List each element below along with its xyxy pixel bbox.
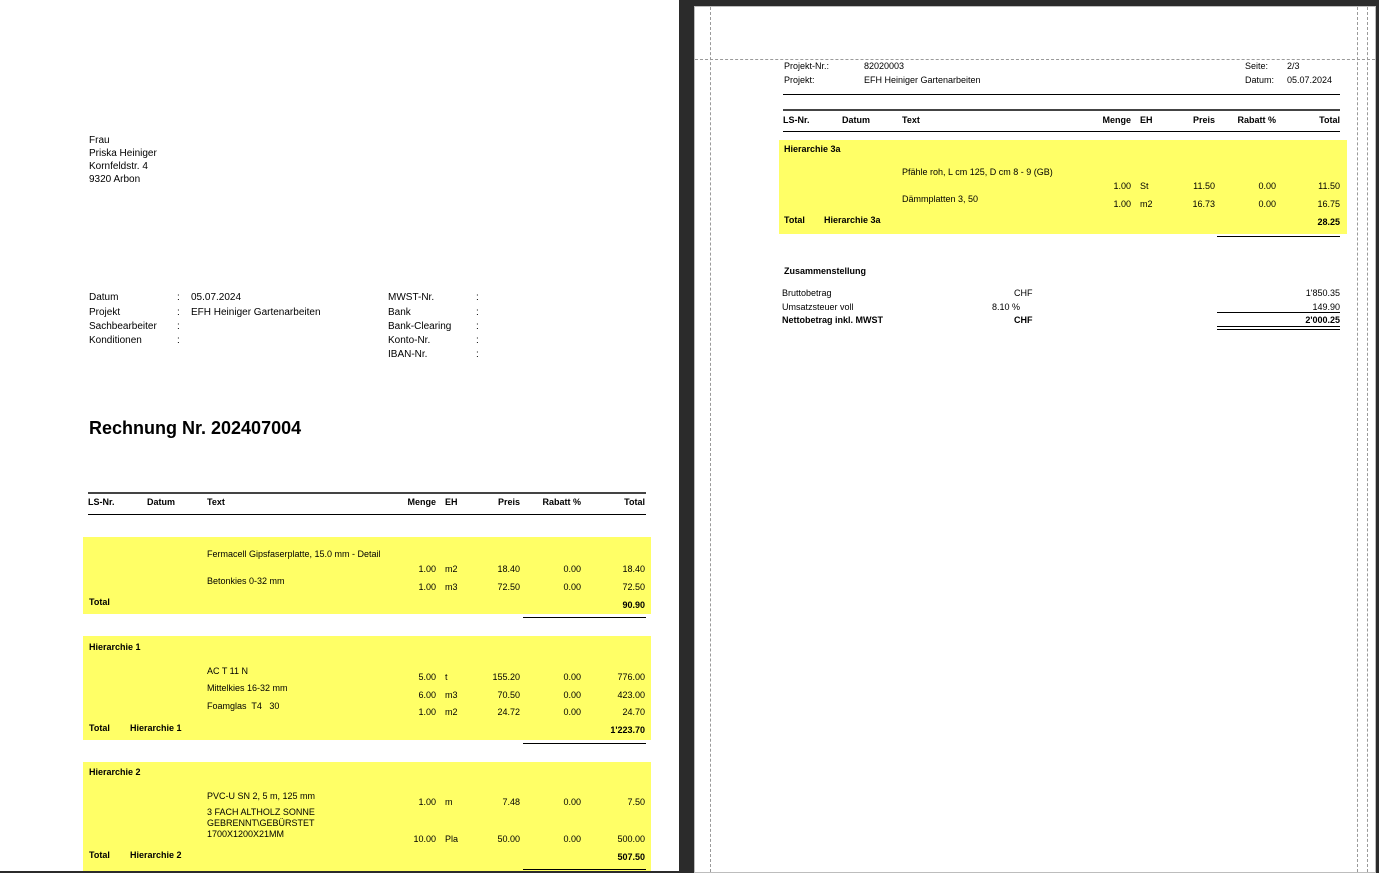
group-total-name: Hierarchie 1 <box>130 723 182 733</box>
subtotal-rule <box>1217 236 1340 237</box>
item-rabatt: 0.00 <box>563 834 581 844</box>
invoice-title: Rechnung Nr. 202407004 <box>89 418 302 438</box>
meta-datum-value: 05.07.2024 <box>191 292 242 303</box>
address-salutation: Frau <box>89 135 110 146</box>
item-menge: 1.00 <box>418 707 436 717</box>
item-preis: 70.50 <box>497 690 520 700</box>
item-text: PVC-U SN 2, 5 m, 125 mm <box>207 791 316 801</box>
projekt-nr-value: 82020003 <box>864 61 905 71</box>
item-menge: 1.00 <box>418 564 436 574</box>
meta-colon: : <box>476 349 479 360</box>
subtotal-rule <box>523 617 646 618</box>
meta-bank-label: Bank <box>388 307 411 318</box>
seite-label: Seite: <box>1245 61 1269 71</box>
col-header-text: Text <box>902 115 920 125</box>
col-header-datum: Datum <box>842 115 871 125</box>
col-header-eh: EH <box>445 497 458 507</box>
meta-mwst-label: MWST-Nr. <box>388 292 435 303</box>
item-eh: m3 <box>445 582 458 592</box>
meta-sachbearbeiter-label: Sachbearbeiter <box>89 321 157 332</box>
item-text: Fermacell Gipsfaserplatte, 15.0 mm - Detail <box>207 549 381 559</box>
item-rabatt: 0.00 <box>1258 181 1276 191</box>
meta-konto-label: Konto-Nr. <box>388 335 431 346</box>
header-rule-bottom <box>88 514 646 515</box>
address-name: Priska Heiniger <box>89 148 157 159</box>
item-text: Dämmplatten 3, 50 <box>902 194 979 204</box>
col-header-datum: Datum <box>147 497 176 507</box>
ust-rate: 8.10 % <box>992 302 1021 312</box>
item-total: 423.00 <box>617 690 645 700</box>
group-heading: Hierarchie 3a <box>784 144 841 154</box>
group-total-value: 1'223.70 <box>610 725 645 735</box>
col-header-menge: Menge <box>407 497 436 507</box>
item-menge: 10.00 <box>413 834 436 844</box>
item-menge: 6.00 <box>418 690 436 700</box>
meta-iban-label: IBAN-Nr. <box>388 349 428 360</box>
item-text: Mittelkies 16-32 mm <box>207 683 288 693</box>
col-header-menge: Menge <box>1102 115 1131 125</box>
total-double-rule-2 <box>1217 329 1340 330</box>
group-total-name: Hierarchie 3a <box>824 215 881 225</box>
item-eh: m2 <box>445 564 458 574</box>
item-text: Pfähle roh, L cm 125, D cm 8 - 9 (GB) <box>902 167 1053 177</box>
datum-label: Datum: <box>1245 75 1275 85</box>
address-city: 9320 Arbon <box>89 174 141 185</box>
group-total-value: 28.25 <box>1317 217 1340 227</box>
item-preis: 155.20 <box>492 672 520 682</box>
group-total-label: Total <box>784 215 805 225</box>
total-double-rule-1 <box>1217 326 1340 327</box>
meta-colon: : <box>476 321 479 332</box>
item-eh: m2 <box>445 707 458 717</box>
item-preis: 7.48 <box>502 797 520 807</box>
invoice-page-2 <box>694 6 1376 873</box>
col-header-total: Total <box>624 497 645 507</box>
col-header-preis: Preis <box>1192 115 1215 125</box>
col-header-rabatt: Rabatt % <box>1237 115 1276 125</box>
item-total: 16.75 <box>1317 199 1340 209</box>
item-total: 18.40 <box>622 564 645 574</box>
item-rabatt: 0.00 <box>563 707 581 717</box>
item-preis: 50.00 <box>497 834 520 844</box>
group-total-label: Total <box>89 850 110 860</box>
group-total-value: 507.50 <box>617 852 645 862</box>
header-rule-top <box>88 492 646 494</box>
item-preis: 16.73 <box>1192 199 1215 209</box>
item-menge: 1.00 <box>1113 181 1131 191</box>
item-eh: t <box>445 672 448 682</box>
subtotal-rule <box>523 869 646 870</box>
meta-colon: : <box>476 292 479 303</box>
item-total: 500.00 <box>617 834 645 844</box>
ust-label: Umsatzsteuer voll <box>782 302 854 312</box>
col-header-ls: LS-Nr. <box>783 115 810 125</box>
meta-konditionen-label: Konditionen <box>89 335 142 346</box>
item-preis: 11.50 <box>1193 181 1215 191</box>
item-eh: m <box>445 797 453 807</box>
group-total-name: Hierarchie 2 <box>130 850 182 860</box>
meta-projekt-label: Projekt <box>89 307 121 318</box>
group-heading: Hierarchie 1 <box>89 642 141 652</box>
netto-value: 2'000.25 <box>1305 315 1340 325</box>
item-text: Betonkies 0-32 mm <box>207 576 285 586</box>
meta-projekt-value: EFH Heiniger Gartenarbeiten <box>191 307 321 318</box>
col-header-eh: EH <box>1140 115 1153 125</box>
page-header-rule <box>783 94 1340 95</box>
brutto-currency: CHF <box>1014 288 1033 298</box>
meta-datum-label: Datum <box>89 292 119 303</box>
summary-rule <box>1217 312 1340 313</box>
item-rabatt: 0.00 <box>563 797 581 807</box>
projekt-value: EFH Heiniger Gartenarbeiten <box>864 75 981 85</box>
group-total-label: Total <box>89 723 110 733</box>
address-street: Kornfeldstr. 4 <box>89 161 148 172</box>
netto-label: Nettobetrag inkl. MWST <box>782 315 883 325</box>
brutto-label: Bruttobetrag <box>782 288 832 298</box>
col-header-ls: LS-Nr. <box>88 497 115 507</box>
item-text: AC T 11 N <box>207 666 249 676</box>
margin-guide-right <box>1357 7 1358 872</box>
item-text: 3 FACH ALTHOLZ SONNE GEBRENNT\GEBÜRSTET 1700X1200X21MM <box>207 807 315 839</box>
brutto-value: 1'850.35 <box>1305 288 1340 298</box>
item-menge: 1.00 <box>1113 199 1131 209</box>
item-rabatt: 0.00 <box>1258 199 1276 209</box>
item-text: Foamglas T4 30 <box>207 701 280 711</box>
item-total: 776.00 <box>617 672 645 682</box>
item-total: 72.50 <box>622 582 645 592</box>
col-header-text: Text <box>207 497 225 507</box>
meta-colon: : <box>177 321 180 332</box>
group-total-value: 90.90 <box>622 600 645 610</box>
meta-bank-clearing-label: Bank-Clearing <box>388 321 452 332</box>
col-header-total: Total <box>1319 115 1340 125</box>
item-menge: 1.00 <box>418 797 436 807</box>
header-rule-top <box>783 109 1340 111</box>
invoice-page-1 <box>0 0 679 871</box>
item-eh: St <box>1140 181 1149 191</box>
header-rule-bottom <box>783 131 1340 132</box>
group-total-label: Total <box>89 597 110 607</box>
col-header-preis: Preis <box>497 497 520 507</box>
item-eh: m3 <box>445 690 458 700</box>
summary-heading: Zusammenstellung <box>784 266 867 276</box>
item-menge: 5.00 <box>418 672 436 682</box>
item-menge: 1.00 <box>418 582 436 592</box>
item-rabatt: 0.00 <box>563 564 581 574</box>
item-total: 24.70 <box>622 707 645 717</box>
meta-colon: : <box>476 307 479 318</box>
item-rabatt: 0.00 <box>563 582 581 592</box>
item-preis: 24.72 <box>497 707 520 717</box>
subtotal-rule <box>523 743 646 744</box>
meta-colon: : <box>177 292 180 303</box>
item-rabatt: 0.00 <box>563 672 581 682</box>
item-rabatt: 0.00 <box>563 690 581 700</box>
meta-colon: : <box>177 335 180 346</box>
projekt-label: Projekt: <box>784 75 815 85</box>
netto-currency: CHF <box>1014 315 1033 325</box>
ust-value: 149.90 <box>1312 302 1340 312</box>
item-eh: Pla <box>445 834 459 844</box>
datum-value: 05.07.2024 <box>1287 75 1333 85</box>
seite-value: 2/3 <box>1287 61 1300 71</box>
item-total: 7.50 <box>627 797 645 807</box>
meta-colon: : <box>476 335 479 346</box>
col-header-rabatt: Rabatt % <box>542 497 581 507</box>
item-preis: 72.50 <box>497 582 520 592</box>
group-heading: Hierarchie 2 <box>89 767 141 777</box>
margin-guide-right-outer <box>1367 7 1368 872</box>
margin-guide-left <box>710 7 711 872</box>
projekt-nr-label: Projekt-Nr.: <box>784 61 830 71</box>
item-total: 11.50 <box>1318 181 1340 191</box>
item-preis: 18.40 <box>497 564 520 574</box>
item-eh: m2 <box>1140 199 1153 209</box>
meta-colon: : <box>177 307 180 318</box>
